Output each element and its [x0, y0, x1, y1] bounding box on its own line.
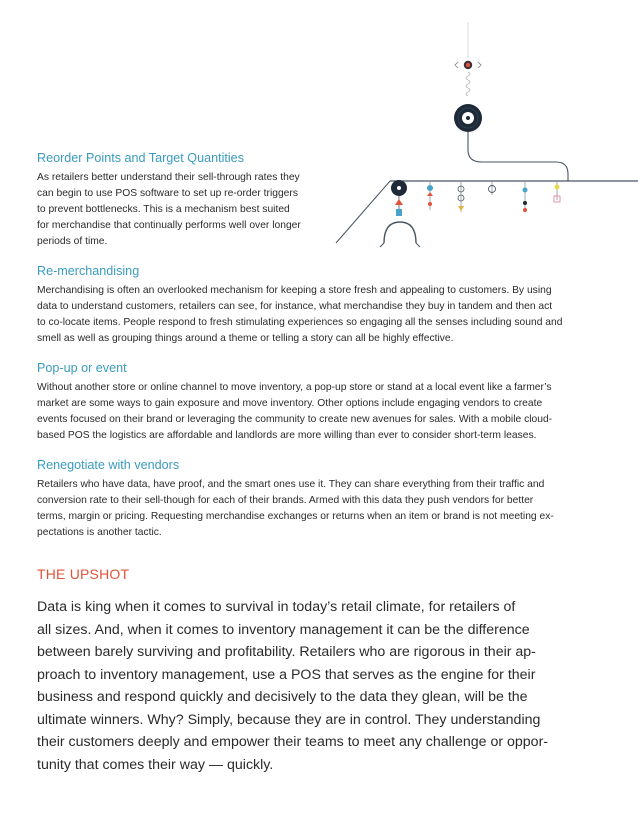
section-renegotiate-vendors [37, 457, 597, 541]
section-heading: Renegotiate with vendors [37, 458, 180, 472]
section-body: As retailers better understand their sell-through rates they can begin to use POS software to set up re-order triggers to prevent bottlenecks. This is a mechanism best suited for merchandise that continually performs well over longer periods of time. [37, 172, 301, 248]
mobile-hanger-icon [427, 181, 560, 212]
upshot-body: Data is king when it comes to survival in today’s retail climate, for retailers of all sizes. And, when it comes to inventory management it can be the difference between barely surviving and profitability. Retailers who are rigorous in their ap- proach to inventory management, use a POS that serves as the engine for their business and respond quickly and decisively to the data they glean, will be the ultimate winners. Why? Simply, because they are in control. They understanding their customers deeply and empower their teams to meet any challenge or oppor- tunity that comes their way — quickly. [37, 599, 549, 773]
section-pop-up-event [37, 360, 597, 444]
eye-icon [455, 61, 481, 69]
section-body: Merchandising is often an overlooked mechanism for keeping a store fresh and appealing to customers. By using data to understand customers, retailers can see, for instance, what merchandise they buy in tandem and then act to co-locate items. People respond to fresh stimulating experiences so engaging all the senses including sound and smell as well as grouping things around a theme or telling a story can all be highly effective. [37, 285, 563, 345]
section-body: Without another store or online channel to move inventory, a pop-up store or stand at a local event like a farmer’s market are some ways to gain exposure and move inventory. Other options include engaging vendors to create events focused on their brand or leveraging the community to create new avenues for sales. With a mobile cloud- based POS the logistics are affordable and landlords are more willing than ever to consider short-term leases. [37, 382, 553, 442]
section-heading: Reorder Points and Target Quantities [37, 151, 244, 165]
upshot-heading: THE UPSHOT [37, 566, 130, 582]
section-re-merchandising [37, 263, 597, 347]
person-arch-icon [380, 196, 420, 247]
section-heading: Re-merchandising [37, 264, 140, 278]
section-heading: Pop-up or event [37, 361, 127, 375]
section-reorder-points [37, 150, 337, 250]
section-body: Retailers who have data, have proof, and the smart ones use it. They can share everything from their traffic and conversion rate to their sell-though for each of their brands. Armed with this data they push vendors for better terms, margin or pricing. Requesting merchandise exchanges or returns when an item or brand is not meeting ex- pectations is another tactic. [37, 479, 554, 539]
vinyl-record-icon [454, 104, 482, 132]
